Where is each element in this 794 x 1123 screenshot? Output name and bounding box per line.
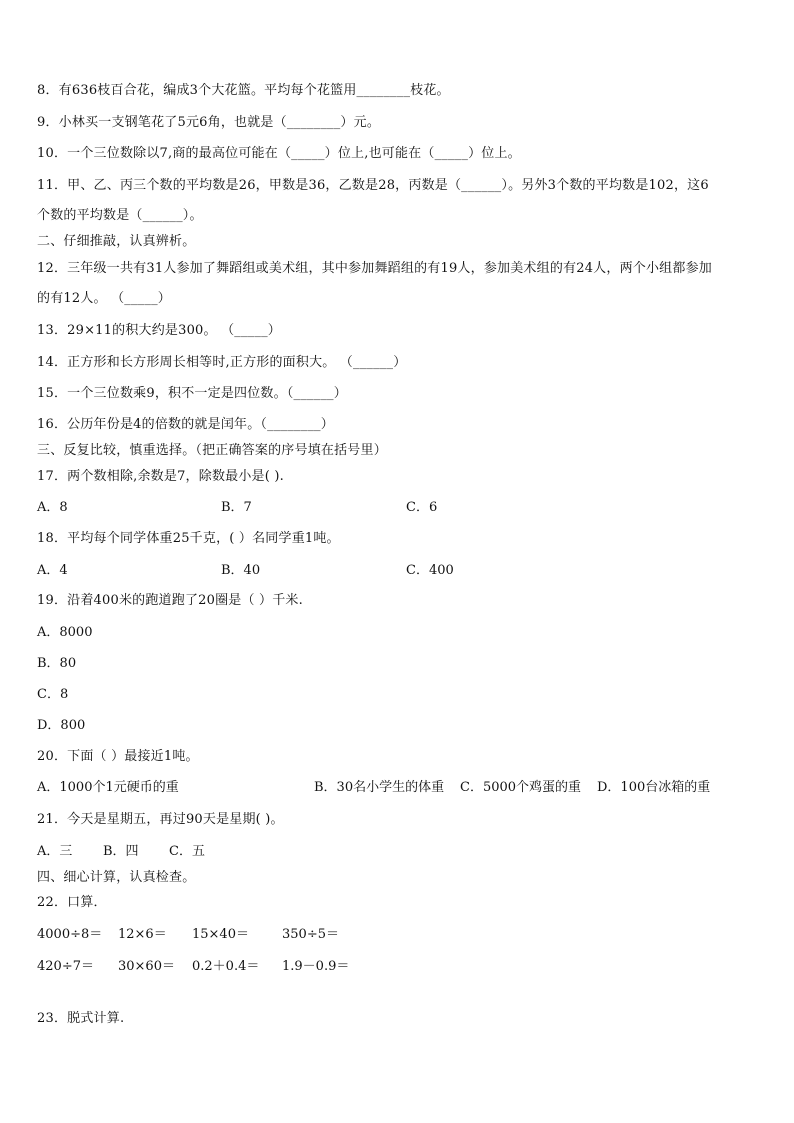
question-11-line-2: 个数的平均数是（______）。 (37, 208, 203, 223)
question-12-line-1: 12．三年级一共有31人参加了舞蹈组或美术组，其中参加舞蹈组的有19人，参加美术组的有24人，两个小组都参加 (37, 261, 712, 276)
mental-math-item: 0.2＋0.4＝ (192, 959, 260, 974)
question-21-option-a: A．三 (37, 844, 73, 859)
mental-math-item: 350÷5＝ (282, 927, 339, 942)
mental-math-item: 420÷7＝ (37, 959, 94, 974)
question-8: 8．有636枝百合花，编成3个大花篮。平均每个花篮用________枝花。 (37, 83, 450, 98)
question-18-option-b: B．40 (221, 563, 261, 578)
question-12-line-2: 的有12人。 （_____） (37, 291, 171, 306)
question-19-option-a: A．8000 (37, 625, 93, 640)
mental-math-item: 30×60＝ (118, 959, 175, 974)
question-19-option-d: D．800 (37, 718, 86, 733)
section-3-heading: 三、反复比较，慎重选择。（把正确答案的序号填在括号里） (37, 443, 387, 458)
question-18-option-a: A．4 (37, 563, 68, 578)
question-10: 10．一个三位数除以7,商的最高位可能在（_____）位上,也可能在（_____）位上。 (37, 146, 521, 161)
question-21-option-b: B．四 (103, 844, 139, 859)
question-23: 23．脱式计算. (37, 1011, 125, 1026)
question-20-option-d: D．100台冰箱的重 (597, 780, 711, 795)
question-22-stem: 22．口算． (37, 895, 107, 910)
question-20-stem: 20．下面（ ）最接近1吨。 (37, 749, 199, 764)
section-2-heading: 二、仔细推敲，认真辨析。 (37, 234, 196, 249)
mental-math-item: 4000÷8＝ (37, 927, 103, 942)
mental-math-item: 1.9－0.9＝ (282, 959, 350, 974)
question-13: 13．29×11的积大约是300。 （_____） (37, 323, 281, 338)
question-19-stem: 19．沿着400米的跑道跑了20圈是（ ）千米. (37, 593, 303, 608)
question-20-option-a: A．1000个1元硬币的重 (37, 780, 179, 795)
question-18-option-c: C．400 (406, 563, 454, 578)
mental-math-item: 12×6＝ (118, 927, 167, 942)
question-20-option-c: C．5000个鸡蛋的重 (460, 780, 582, 795)
question-15: 15．一个三位数乘9，积不一定是四位数。（______） (37, 386, 347, 401)
question-16: 16．公历年份是4的倍数的就是闰年。（________） (37, 417, 334, 432)
mental-math-item: 15×40＝ (192, 927, 249, 942)
question-17-option-b: B．7 (221, 500, 252, 515)
question-21-option-c: C．五 (169, 844, 205, 859)
question-21-stem: 21．今天是星期五，再过90天是星期( )。 (37, 812, 284, 827)
question-18-stem: 18．平均每个同学体重25千克，( ）名同学重1吨。 (37, 531, 340, 546)
question-17-option-a: A．8 (37, 500, 68, 515)
question-19-option-c: C．8 (37, 687, 69, 702)
question-9: 9．小林买一支钢笔花了5元6角，也就是（________）元。 (37, 115, 381, 130)
question-14: 14．正方形和长方形周长相等时,正方形的面积大。 （______） (37, 355, 407, 370)
question-19-option-b: B．80 (37, 656, 77, 671)
section-4-heading: 四、细心计算，认真检查。 (37, 870, 196, 885)
question-20-option-b: B．30名小学生的体重 (314, 780, 445, 795)
question-17-stem: 17．两个数相除,余数是7，除数最小是( ). (37, 469, 284, 484)
question-11-line-1: 11．甲、乙、丙三个数的平均数是26，甲数是36，乙数是28，丙数是（______）。另外3个数的平均数是102，这6 (37, 178, 709, 193)
question-17-option-c: C．6 (406, 500, 438, 515)
